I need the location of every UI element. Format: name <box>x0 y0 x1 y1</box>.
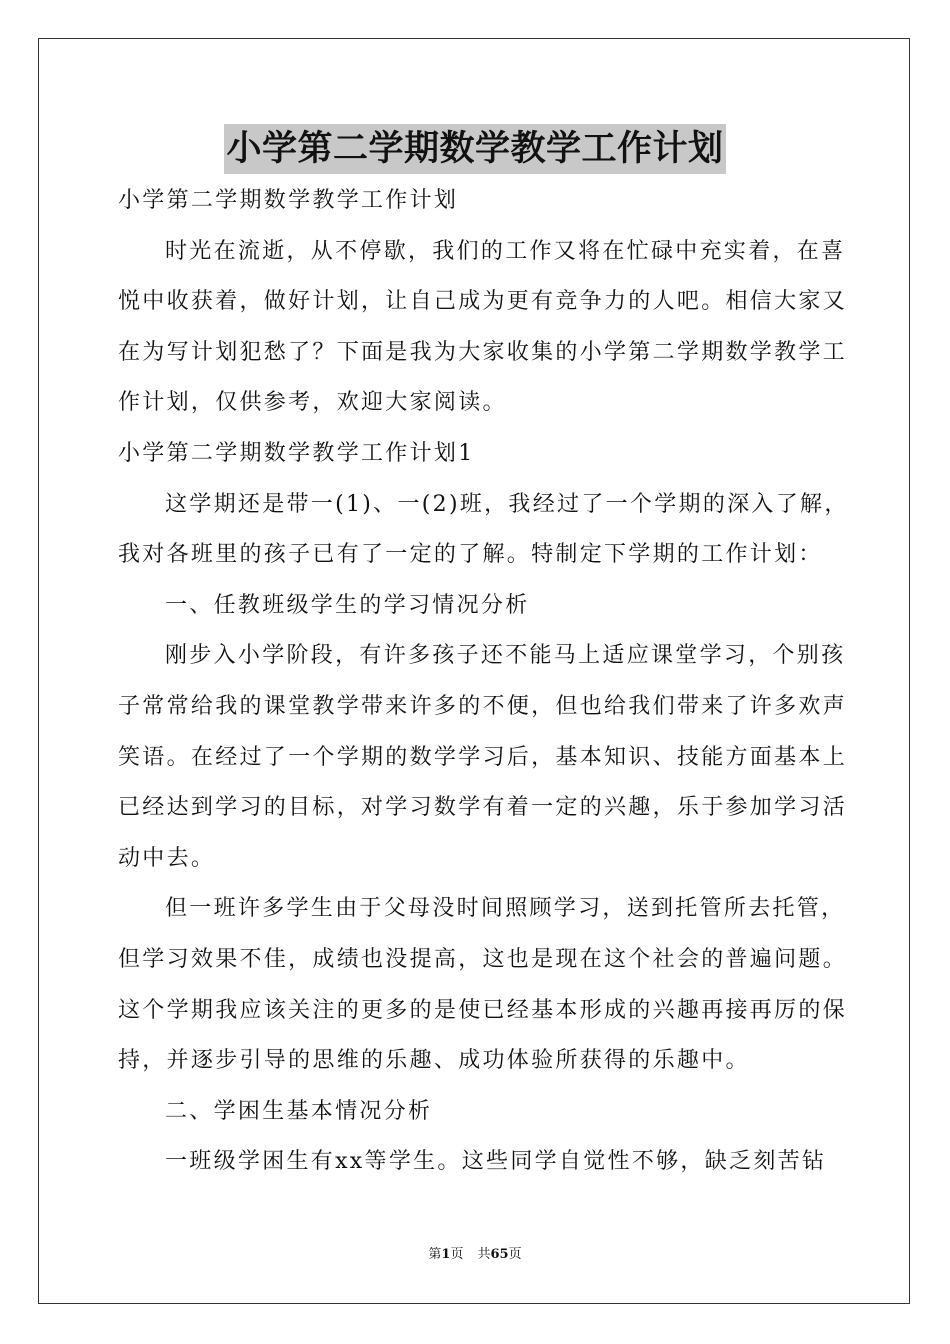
text-line: 悦中收获着，做好计划，让自己成为更有竞争力的人吧。相信大家又 <box>118 289 848 315</box>
text-line: 二、学困生基本情况分析 <box>165 1098 433 1124</box>
text-line: 小学第二学期数学教学工作计划1 <box>118 440 475 466</box>
text-line: 作计划，仅供参考，欢迎大家阅读。 <box>118 390 507 416</box>
text-line: 刚步入小学阶段，有许多孩子还不能马上适应课堂学习，个别孩 <box>165 643 846 669</box>
text-line: 已经达到学习的目标，对学习数学有着一定的兴趣，乐于参加学习活 <box>118 795 848 821</box>
text-line: 一、任教班级学生的学习情况分析 <box>165 592 530 618</box>
text-line: 小学第二学期数学教学工作计划 <box>118 188 459 213</box>
total-page-count: 65 <box>490 1247 509 1262</box>
text-line: 在为写计划犯愁了？下面是我为大家收集的小学第二学期数学教学工 <box>118 339 848 365</box>
text-line: 持，并逐步引导的思维的乐趣、成功体验所获得的乐趣中。 <box>118 1048 750 1074</box>
title-area <box>0 124 950 174</box>
current-page-number: 1 <box>441 1247 451 1262</box>
text-line: 这个学期我应该关注的更多的是使已经基本形成的兴趣再接再厉的保 <box>118 997 848 1023</box>
text-line: 我对各班里的孩子已有了一定的了解。特制定下学期的工作计划： <box>118 542 823 568</box>
text-line: 子常常给我的课堂教学带来许多的不便，但也给我们带来了许多欢声 <box>118 693 848 719</box>
text-line: 时光在流逝，从不停歇，我们的工作又将在忙碌中充实着，在喜 <box>165 238 846 264</box>
text-line: 这学期还是带一(1)、一(2)班，我经过了一个学期的深入了解， <box>165 491 849 517</box>
text-line: 笑语。在经过了一个学期的数学学习后，基本知识、技能方面基本上 <box>118 744 848 770</box>
page-suffix: 页 <box>450 1247 464 1262</box>
total-prefix: 共 <box>477 1247 491 1262</box>
document-title: 小学第二学期数学教学工作计划 <box>224 124 725 174</box>
document-body <box>118 176 849 1188</box>
total-suffix: 页 <box>508 1247 522 1262</box>
text-line: 动中去。 <box>118 845 216 871</box>
page-footer <box>0 1245 950 1265</box>
text-line: 一班级学困生有xx等学生。这些同学自觉性不够，缺乏刻苦钻 <box>165 1149 827 1175</box>
page-prefix: 第 <box>428 1247 442 1262</box>
text-line: 但一班许多学生由于父母没时间照顾学习，送到托管所去托管， <box>165 896 846 922</box>
text-line: 但学习效果不佳，成绩也没提高，这也是现在这个社会的普遍问题。 <box>118 946 848 972</box>
